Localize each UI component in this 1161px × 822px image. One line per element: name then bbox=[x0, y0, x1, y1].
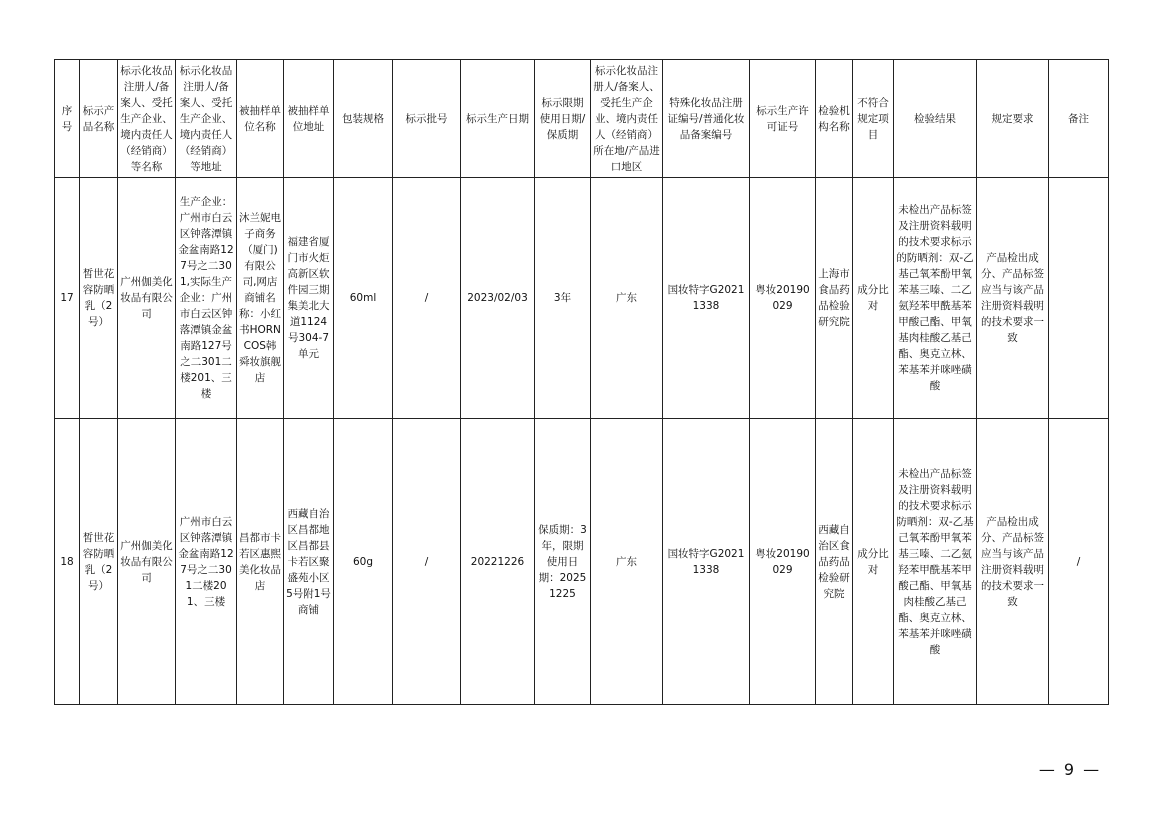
table-cell: 皙世花容防晒乳（2号） bbox=[80, 178, 118, 419]
table-cell: 广州市白云区钟落潭镇金盆南路127号之二301二楼201、三楼 bbox=[176, 419, 237, 705]
header-cell: 标示化妆品注册人/备案人、受托生产企业、境内责任人（经销商）所在地/产品进口地区 bbox=[591, 60, 663, 178]
table-header-row bbox=[55, 60, 1109, 178]
table-cell: 沐兰妮电子商务（厦门)有限公司,网店商铺名称：小红书HORNCOS韩舜妆旗舰店 bbox=[237, 178, 284, 419]
table-cell: 成分比对 bbox=[853, 178, 894, 419]
header-cell: 检验结果 bbox=[894, 60, 977, 178]
table-cell: 18 bbox=[55, 419, 80, 705]
table-cell: / bbox=[393, 419, 461, 705]
table-cell: 西藏自治区昌都地区昌都县卡若区聚盛苑小区5号附1号商铺 bbox=[284, 419, 334, 705]
sampling-results-table bbox=[54, 59, 1109, 705]
header-cell: 被抽样单位名称 bbox=[237, 60, 284, 178]
table-row bbox=[55, 419, 1109, 705]
table-cell: 17 bbox=[55, 178, 80, 419]
table-cell: 未检出产品标签及注册资料载明的技术要求标示防晒剂：双-乙基己氧苯酚甲氧苯基三嗪、二乙氨羟苯甲酰基苯甲酸己酯、甲氧基肉桂酸乙基己酯、奥克立林、苯基苯并咪唑磺酸 bbox=[894, 419, 977, 705]
table-cell: 60ml bbox=[334, 178, 393, 419]
table-cell: 产品检出成分、产品标签应当与该产品注册资料载明的技术要求一致 bbox=[977, 419, 1049, 705]
table-cell: 广州伽美化妆品有限公司 bbox=[118, 419, 176, 705]
header-cell: 备注 bbox=[1049, 60, 1109, 178]
header-cell: 标示产品名称 bbox=[80, 60, 118, 178]
table-cell: 福建省厦门市火炬高新区软件园三期集美北大道1124号304-7单元 bbox=[284, 178, 334, 419]
table-cell: 粤妆20190029 bbox=[750, 178, 816, 419]
header-cell: 标示化妆品注册人/备案人、受托生产企业、境内责任人（经销商）等名称 bbox=[118, 60, 176, 178]
table-cell: 国妆特字G20211338 bbox=[663, 419, 750, 705]
table-row bbox=[55, 178, 1109, 419]
table-cell: 皙世花容防晒乳（2号） bbox=[80, 419, 118, 705]
table-cell: 保质期：3年，限期使用日期：20251225 bbox=[535, 419, 591, 705]
table-cell: 20221226 bbox=[461, 419, 535, 705]
table-cell: 60g bbox=[334, 419, 393, 705]
table-cell: 广州伽美化妆品有限公司 bbox=[118, 178, 176, 419]
table-cell: 上海市食品药品检验研究院 bbox=[816, 178, 853, 419]
header-cell: 检验机构名称 bbox=[816, 60, 853, 178]
table-cell: 生产企业：广州市白云区钟落潭镇金盆南路127号之二301,实际生产企业：广州市白云区钟落潭镇金盆南路127号之二301二楼201、三楼 bbox=[176, 178, 237, 419]
table-cell: 未检出产品标签及注册资料载明的技术要求标示的防晒剂：双-乙基己氧苯酚甲氧苯基三嗪、二乙氨羟苯甲酰基苯甲酸己酯、甲氧基肉桂酸乙基己酯、奥克立林、苯基苯并咪唑磺酸 bbox=[894, 178, 977, 419]
header-cell: 标示生产日期 bbox=[461, 60, 535, 178]
table-cell: 广东 bbox=[591, 178, 663, 419]
header-cell: 序号 bbox=[55, 60, 80, 178]
table-cell: 成分比对 bbox=[853, 419, 894, 705]
table-cell: 国妆特字G20211338 bbox=[663, 178, 750, 419]
header-cell: 标示化妆品注册人/备案人、受托生产企业、境内责任人（经销商）等地址 bbox=[176, 60, 237, 178]
table-cell: 2023/02/03 bbox=[461, 178, 535, 419]
header-cell: 规定要求 bbox=[977, 60, 1049, 178]
table-cell: 粤妆20190029 bbox=[750, 419, 816, 705]
page-number: — 9 — bbox=[1038, 760, 1102, 779]
table-cell: 产品检出成分、产品标签应当与该产品注册资料载明的技术要求一致 bbox=[977, 178, 1049, 419]
header-cell: 标示批号 bbox=[393, 60, 461, 178]
header-cell: 被抽样单位地址 bbox=[284, 60, 334, 178]
header-cell: 不符合规定项目 bbox=[853, 60, 894, 178]
table-cell: 3年 bbox=[535, 178, 591, 419]
header-cell: 标示限期使用日期/保质期 bbox=[535, 60, 591, 178]
table-cell: 西藏自治区食品药品检验研究院 bbox=[816, 419, 853, 705]
table-cell: 广东 bbox=[591, 419, 663, 705]
header-cell: 包装规格 bbox=[334, 60, 393, 178]
table-cell: / bbox=[1049, 419, 1109, 705]
table-cell: / bbox=[393, 178, 461, 419]
header-cell: 标示生产许可证号 bbox=[750, 60, 816, 178]
table-cell: 昌都市卡若区惠熙美化妆品店 bbox=[237, 419, 284, 705]
header-cell: 特殊化妆品注册证编号/普通化妆品备案编号 bbox=[663, 60, 750, 178]
table-cell bbox=[1049, 178, 1109, 419]
